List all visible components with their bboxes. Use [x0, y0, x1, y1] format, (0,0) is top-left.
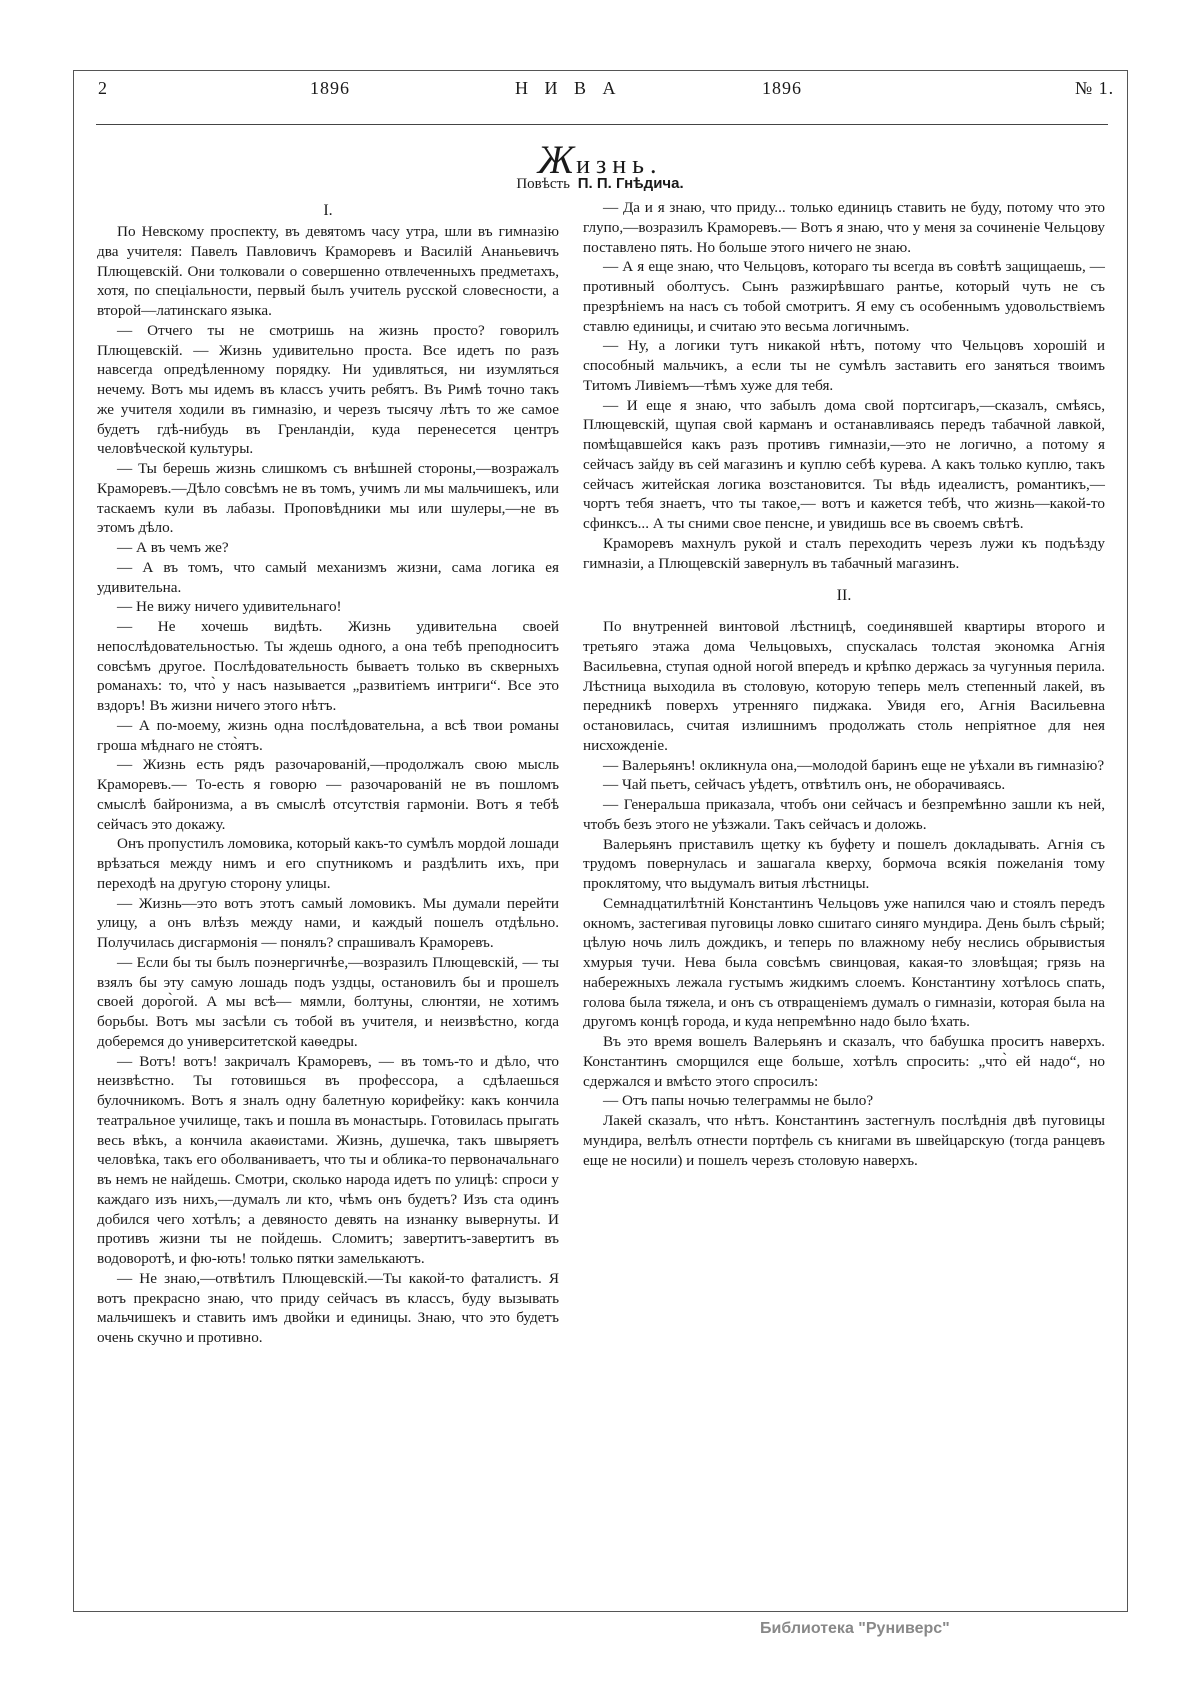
library-watermark: Библиотека "Руниверс" — [760, 1620, 950, 1637]
subtitle-prefix: Повѣсть — [516, 176, 570, 192]
chapter-heading: II. — [836, 587, 852, 605]
paragraph: — Отчего ты не смотришь на жизнь просто? говорилъ Плющевскій. — Жизнь удивительно проста. Все идетъ по разъ навсегда опредѣленному порядку. Ни удивляться, ни изумляться нечему. Вотъ мы идемъ въ классъ учить ребятъ. Въ Римѣ точно такъ же учителя ходили въ гимназію, и черезъ тысячу лѣтъ то же самое будетъ гдѣ-нибудь въ Гренландіи, куда перенесется центръ человѣческой культуры. — [97, 321, 559, 458]
paragraph: — А въ томъ, что самый механизмъ жизни, сама логика ея удивительна. — [97, 558, 559, 596]
paragraph: — Валерьянъ! окликнула она,—молодой баринъ еще не уѣхали въ гимназію? — [603, 756, 1105, 774]
paragraph: — Вотъ! вотъ! закричалъ Краморевъ, — въ томъ-то и дѣло, что неизвѣстно. Ты готовишься въ профессора, а сдѣлаешься булочникомъ. Вотъ я зналъ одну балетную корифейку: какъ кончила театральное училище, такъ и пошла въ монастырь. Готовилась прыгать весь вѣкъ, а кончила акаѳистами. Жизнь, душечка, такъ швыряетъ человѣка, такъ его оболваниваетъ, что ты и облика-то первоначальнаго въ немъ не найдешь. Смотри, сколько народа идетъ по улицѣ: спроси у каждаго изъ нихъ,—думалъ ли кто, чѣмъ онъ будетъ? Изъ ста одинъ добился чего хотѣлъ; а девяносто девять на изнанку вывернуты. И противъ жизни ты не пойдешь. Сломитъ; завертитъ-завертитъ въ водоворотѣ, и фю-ють! только пятки замелькаютъ. — [97, 1052, 559, 1267]
paragraph: — Да и я знаю, что приду... только единицъ ставить не буду, потому что это глупо,—возразилъ Краморевъ.— Вотъ я знаю, что у меня за сочиненіе Чельцову поставлено пять. Но больше этого ничего не знаю. — [583, 199, 1105, 256]
page-number: 2 — [98, 78, 108, 98]
paragraph: — Отъ папы ночью телеграммы не было? — [603, 1092, 874, 1110]
right-column — [583, 198, 1105, 1170]
chapter-heading: I. — [323, 202, 333, 219]
author-name: П. П. Гнѣдича. — [577, 175, 684, 192]
paragraph: — А въ чемъ же? — [117, 539, 229, 556]
header-year-left: 1896 — [310, 78, 350, 98]
issue-number: № 1. — [1075, 78, 1115, 98]
paragraph: Въ это время вошелъ Валерьянъ и сказалъ, что бабушка проситъ наверхъ. Константинъ сморщился еще больше, хотѣлъ спросить: „что̀ ей надо“, но сдержался и вмѣсто этого спросилъ: — [583, 1033, 1105, 1090]
paragraph: — Жизнь—это вотъ этотъ самый ломовикъ. Мы думали перейти улицу, а онъ влѣзъ между нами, и каждый пошелъ отдѣльно. Получилась дисгармонія — понялъ? спрашивалъ Краморевъ. — [97, 894, 559, 951]
header-rule — [96, 124, 1108, 125]
title-rest: изнь. — [576, 150, 663, 179]
paragraph: Онъ пропустилъ ломовика, который какъ-то сумѣлъ мордой лошади врѣзаться между нимъ и его спутникомъ и раздѣлить ихъ, при переходѣ на другую сторону улицы. — [97, 835, 559, 892]
paragraph: — Ты берешь жизнь слишкомъ съ внѣшней стороны,—возражалъ Краморевъ.—Дѣло совсѣмъ не въ томъ, учимъ ли мы мальчишекъ, или таскаемъ кули въ лабазы. Проповѣдники мы или шулеры,—не въ этомъ дѣло. — [97, 460, 559, 537]
paragraph: По внутренней винтовой лѣстницѣ, соединявшей квартиры второго и третьяго этажа дома Чельцовыхъ, спускалась толстая экономка Агнія Васильевна, ступая одной ногой впередъ и крѣпко держась за чугунныя перила. Лѣстница выходила въ столовую, которую теперь мелъ степенный лакей, въ передникѣ поверхъ утренняго пиджака. Увидя его, Агнія Васильевна остановилась, считая излишнимъ продолжать столь непріятное для нея нисхожденіе. — [583, 618, 1105, 754]
paragraph: — Жизнь есть рядъ разочарованій,—продолжалъ свою мысль Краморевъ.— То-есть я говорю — разочарованій не въ пошломъ смыслѣ байронизма, а въ смыслѣ отсутствія гармоніи. Вотъ я тебѣ сейчасъ это докажу. — [97, 756, 559, 833]
paragraph: — Чай пьетъ, сейчасъ уѣдетъ, отвѣтилъ онъ, не оборачиваясь. — [603, 776, 1006, 794]
paragraph: — А я еще знаю, что Чельцовъ, котораго ты всегда въ совѣтѣ защищаешь, — противный оболтусъ. Сынъ разжирѣвшаго рантье, который чуть не съ презрѣніемъ на насъ съ тобой смотритъ. Я ему съ особеннымъ удовольствіемъ ставлю единицы, и считаю это весьма логичнымъ. — [583, 258, 1105, 335]
paragraph: Валерьянъ приставилъ щетку къ буфету и пошелъ докладывать. Агнія съ трудомъ повернулась и зашагала кверху, бормоча всякія пожеланія тому проклятому, что выдумалъ витыя лѣстницы. — [583, 835, 1105, 892]
paragraph: — Если бы ты былъ поэнергичнѣе,—возразилъ Плющевскій, — ты взялъ бы эту самую лошадь подъ уздцы, остановилъ бы и прошелъ своей доро̀гой. А мы всѣ— мямли, болтуны, слюнтяи, не хотимъ борьбы. Вотъ мы засѣли съ тобой въ учителя, и неизвѣстно, когда доберемся до университетской каѳедры. — [97, 953, 559, 1050]
paragraph: По Невскому проспекту, въ девятомъ часу утра, шли въ гимназію два учителя: Павелъ Павловичъ Краморевъ и Василій Ананьевичъ Плющевскій. Они толковали о совершенно отвлеченныхъ предметахъ, хотя, по спеціальности, первый былъ учитель русской словесности, а второй—латинскаго языка. — [97, 223, 559, 319]
paragraph: — Генеральша приказала, чтобъ они сейчасъ и безпремѣнно зашли къ ней, чтобъ безъ этого не уѣзжали. Такъ сейчасъ и доложь. — [583, 796, 1105, 833]
title-initial: Ж — [537, 137, 577, 182]
header-year-right: 1896 — [762, 78, 802, 98]
paragraph: — А по-моему, жизнь одна послѣдовательна, а всѣ твои романы гроша мѣднаго не сто̀ятъ. — [97, 716, 559, 754]
paragraph: — Ну, а логики тутъ никакой нѣтъ, потому что Чельцовъ хорошій и способный мальчикъ, а если ты не сумѣлъ заставить его заняться твоимъ Титомъ Ливіемъ—тѣмъ хуже для тебя. — [583, 337, 1105, 394]
paragraph: — Не знаю,—отвѣтилъ Плющевскій.—Ты какой-то фаталистъ. Я вотъ прекрасно знаю, что приду сейчасъ въ классъ, буду вызывать мальчишекъ и ставить имъ двойки и единицы. Знаю, что это будетъ очень скучно и противно. — [97, 1269, 559, 1346]
paragraph: Краморевъ махнулъ рукой и сталъ переходить черезъ лужи къ подъѣзду гимназіи, а Плющевскій завернулъ въ табачный магазинъ. — [583, 534, 1105, 572]
story-subtitle — [0, 175, 1200, 193]
left-column — [97, 200, 559, 1348]
paragraph: Семнадцатилѣтній Константинъ Чельцовъ уже напился чаю и стоялъ передъ окномъ, застегивая пуговицы ловко сшитаго синяго мундира. День былъ сѣрый; цѣлую ночь лилъ дождикъ, и теперь по влажному небу неслись обрывистыя хмурыя тучи. Нева была совсѣмъ свинцовая, какая-то зловѣщая; грязь на набережныхъ лежала густымъ жидкимъ слоемъ. Константину хотѣлось спать, голова была тяжела, и онъ съ отвращеніемъ думалъ о гимназіи, которая была на другомъ концѣ города, и куда непремѣнно надо было ѣхать. — [583, 894, 1105, 1031]
paragraph: — Не хочешь видѣть. Жизнь удивительна своей непослѣдовательностью. Ты ждешь одного, а она тебѣ преподноситъ совсѣмъ другое. Послѣдовательность бываетъ только въ скверныхъ романахъ: то, что̀ у насъ называется „развитіемъ интриги“. Все это вздоръ! Въ жизни ничего этого нѣтъ. — [97, 618, 559, 714]
paragraph: — И еще я знаю, что забылъ дома свой портсигаръ,—сказалъ, смѣясь, Плющевскій, щупая свой карманъ и останавливаясь передъ табачной лавкой, помѣщавшейся какъ разъ противъ гимназіи,—это не логично, а потому я сейчасъ зайду въ сей магазинъ и куплю себѣ курева. А какъ только куплю, такъ сейчасъ житейская логика возстановится. Ты вѣдь идеалистъ, романтикъ,—чортъ тебя знаетъ, что ты такое,— вотъ и кажется тебѣ, что жизнь—какой-то сфинксъ... А ты сними свое пенсне, и увидишь все въ своемъ свѣтѣ. — [583, 396, 1105, 532]
journal-name: Н И В А — [515, 78, 622, 98]
paragraph: Лакей сказалъ, что нѣтъ. Константинъ застегнулъ послѣднія двѣ пуговицы мундира, велѣлъ отнести портфель съ книгами въ швейцарскую (тогда ранцевъ еще не носили) и пошелъ черезъ столовую наверхъ. — [583, 1112, 1105, 1169]
paragraph: — Не вижу ничего удивительнаго! — [117, 598, 342, 616]
